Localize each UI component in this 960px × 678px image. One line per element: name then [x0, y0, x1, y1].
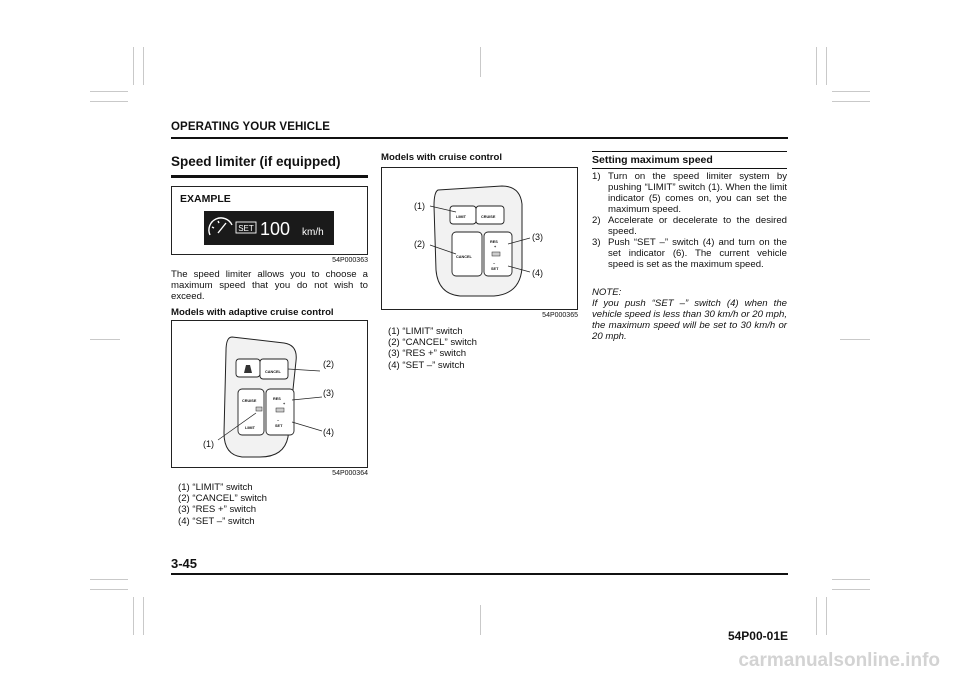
- crop-mark: [480, 605, 481, 635]
- legend-item: (3) “RES +” switch: [388, 348, 467, 360]
- crop-mark: [143, 47, 144, 85]
- example-label: EXAMPLE: [180, 193, 231, 205]
- cruise-heading: Models with cruise control: [381, 152, 503, 163]
- cruise-label: CRUISE: [481, 215, 496, 219]
- callout-2: (2): [414, 239, 425, 249]
- legend-item: (1) “LIMIT” switch: [388, 326, 463, 337]
- header-rule: [171, 137, 788, 139]
- res-label: RES: [490, 240, 498, 244]
- legend-item: (4) “SET –” switch: [178, 515, 255, 527]
- legend-list: [388, 326, 477, 371]
- watermark: carmanualsonline.info: [738, 650, 940, 671]
- limit-label: LIMIT: [245, 426, 255, 430]
- cancel-label: CANCEL: [265, 370, 281, 374]
- crop-mark: [90, 91, 128, 92]
- footer-rule: [171, 573, 788, 575]
- step-item: [592, 215, 787, 237]
- legend-item: (3) “RES +” switch: [178, 504, 257, 516]
- document-code: 54P00-01E: [727, 629, 788, 643]
- callout-1: (1): [414, 201, 425, 211]
- note-label: NOTE:: [592, 287, 622, 298]
- crop-mark: [90, 579, 128, 580]
- cancel-label: CANCEL: [456, 255, 472, 259]
- step-text: Accelerate or decelerate to the desired speed.: [608, 215, 787, 237]
- res-label: RES: [273, 397, 281, 401]
- set-label: SET: [275, 424, 283, 428]
- cruise-label: CRUISE: [242, 399, 257, 403]
- figure-cruise-switches: [381, 167, 578, 310]
- legend-item: (1) “LIMIT” switch: [178, 482, 253, 493]
- crop-mark: [840, 339, 870, 340]
- limit-label: LIMIT: [456, 215, 466, 219]
- intro-paragraph: The speed limiter allows you to choose a maximum speed that you do not wish to exceed.: [171, 269, 368, 302]
- minus-label: −: [493, 262, 496, 266]
- crop-mark: [133, 597, 134, 635]
- steps-list: [592, 171, 787, 270]
- plus-label: +: [283, 402, 286, 406]
- step-text: Push “SET –” switch (4) and turn on the set indicator (6). The current vehicle speed is set as the maximum speed.: [608, 237, 787, 270]
- minus-label: −: [277, 419, 280, 423]
- crop-mark: [832, 579, 870, 580]
- callout-2: (2): [323, 359, 334, 369]
- acc-heading: Models with adaptive cruise control: [171, 307, 334, 318]
- legend-item: (2) “CANCEL” switch: [388, 337, 478, 349]
- step-number: 2): [592, 215, 601, 226]
- crop-mark: [90, 589, 128, 590]
- callout-4: (4): [532, 268, 543, 278]
- figure-code: 54P000364: [332, 470, 368, 477]
- crop-mark: [90, 101, 128, 102]
- crop-mark: [816, 47, 817, 85]
- crop-mark: [826, 47, 827, 85]
- steering-switch-illustration: [172, 321, 367, 467]
- crop-mark: [90, 339, 120, 340]
- crop-mark: [480, 47, 481, 77]
- callout-1: (1): [203, 439, 214, 449]
- crop-mark: [143, 597, 144, 635]
- callout-3: (3): [323, 388, 334, 398]
- subsection-rule: [592, 168, 787, 169]
- figure-code: 54P000365: [542, 312, 578, 319]
- steering-switch-illustration: [382, 168, 577, 309]
- crop-mark: [133, 47, 134, 85]
- legend-item: (4) “SET –” switch: [388, 359, 465, 371]
- callout-4: (4): [323, 427, 334, 437]
- crop-mark: [832, 91, 870, 92]
- figure-code: 54P000363: [332, 257, 368, 264]
- legend-list: [178, 482, 267, 527]
- step-item: [592, 171, 787, 215]
- speed-display-illustration: [204, 211, 334, 245]
- subsection-title: Setting maximum speed: [592, 154, 713, 166]
- title-rule: [171, 175, 368, 178]
- display-speed-text: 100: [260, 219, 291, 239]
- legend-item: (2) “CANCEL” switch: [178, 493, 268, 505]
- page-title: Speed limiter (if equipped): [171, 154, 341, 169]
- callout-3: (3): [532, 232, 543, 242]
- plus-label: +: [494, 245, 497, 249]
- step-number: 1): [592, 171, 601, 182]
- display-set-text: SET: [238, 224, 254, 233]
- step-number: 3): [592, 237, 601, 248]
- figure-example: [171, 186, 368, 255]
- step-item: [592, 237, 787, 270]
- page-number: 3-45: [171, 556, 198, 571]
- crop-mark: [826, 597, 827, 635]
- display-unit-text: km/h: [302, 227, 324, 238]
- crop-mark: [832, 101, 870, 102]
- note-text: If you push “SET –” switch (4) when the vehicle speed is less than 30 km/h or 20 mph, the maximum speed will be set to 30 km/h or 20 mph.: [592, 298, 787, 342]
- section-header: OPERATING YOUR VEHICLE: [171, 121, 330, 133]
- figure-acc-switches: [171, 320, 368, 468]
- set-label: SET: [491, 267, 499, 271]
- step-text: Turn on the speed limiter system by pushing “LIMIT” switch (1). When the limit indicator (5) comes on, you can set the maximum speed.: [608, 171, 787, 215]
- crop-mark: [832, 589, 870, 590]
- subsection-rule-top: [592, 151, 787, 152]
- crop-mark: [816, 597, 817, 635]
- note-block: [592, 287, 787, 342]
